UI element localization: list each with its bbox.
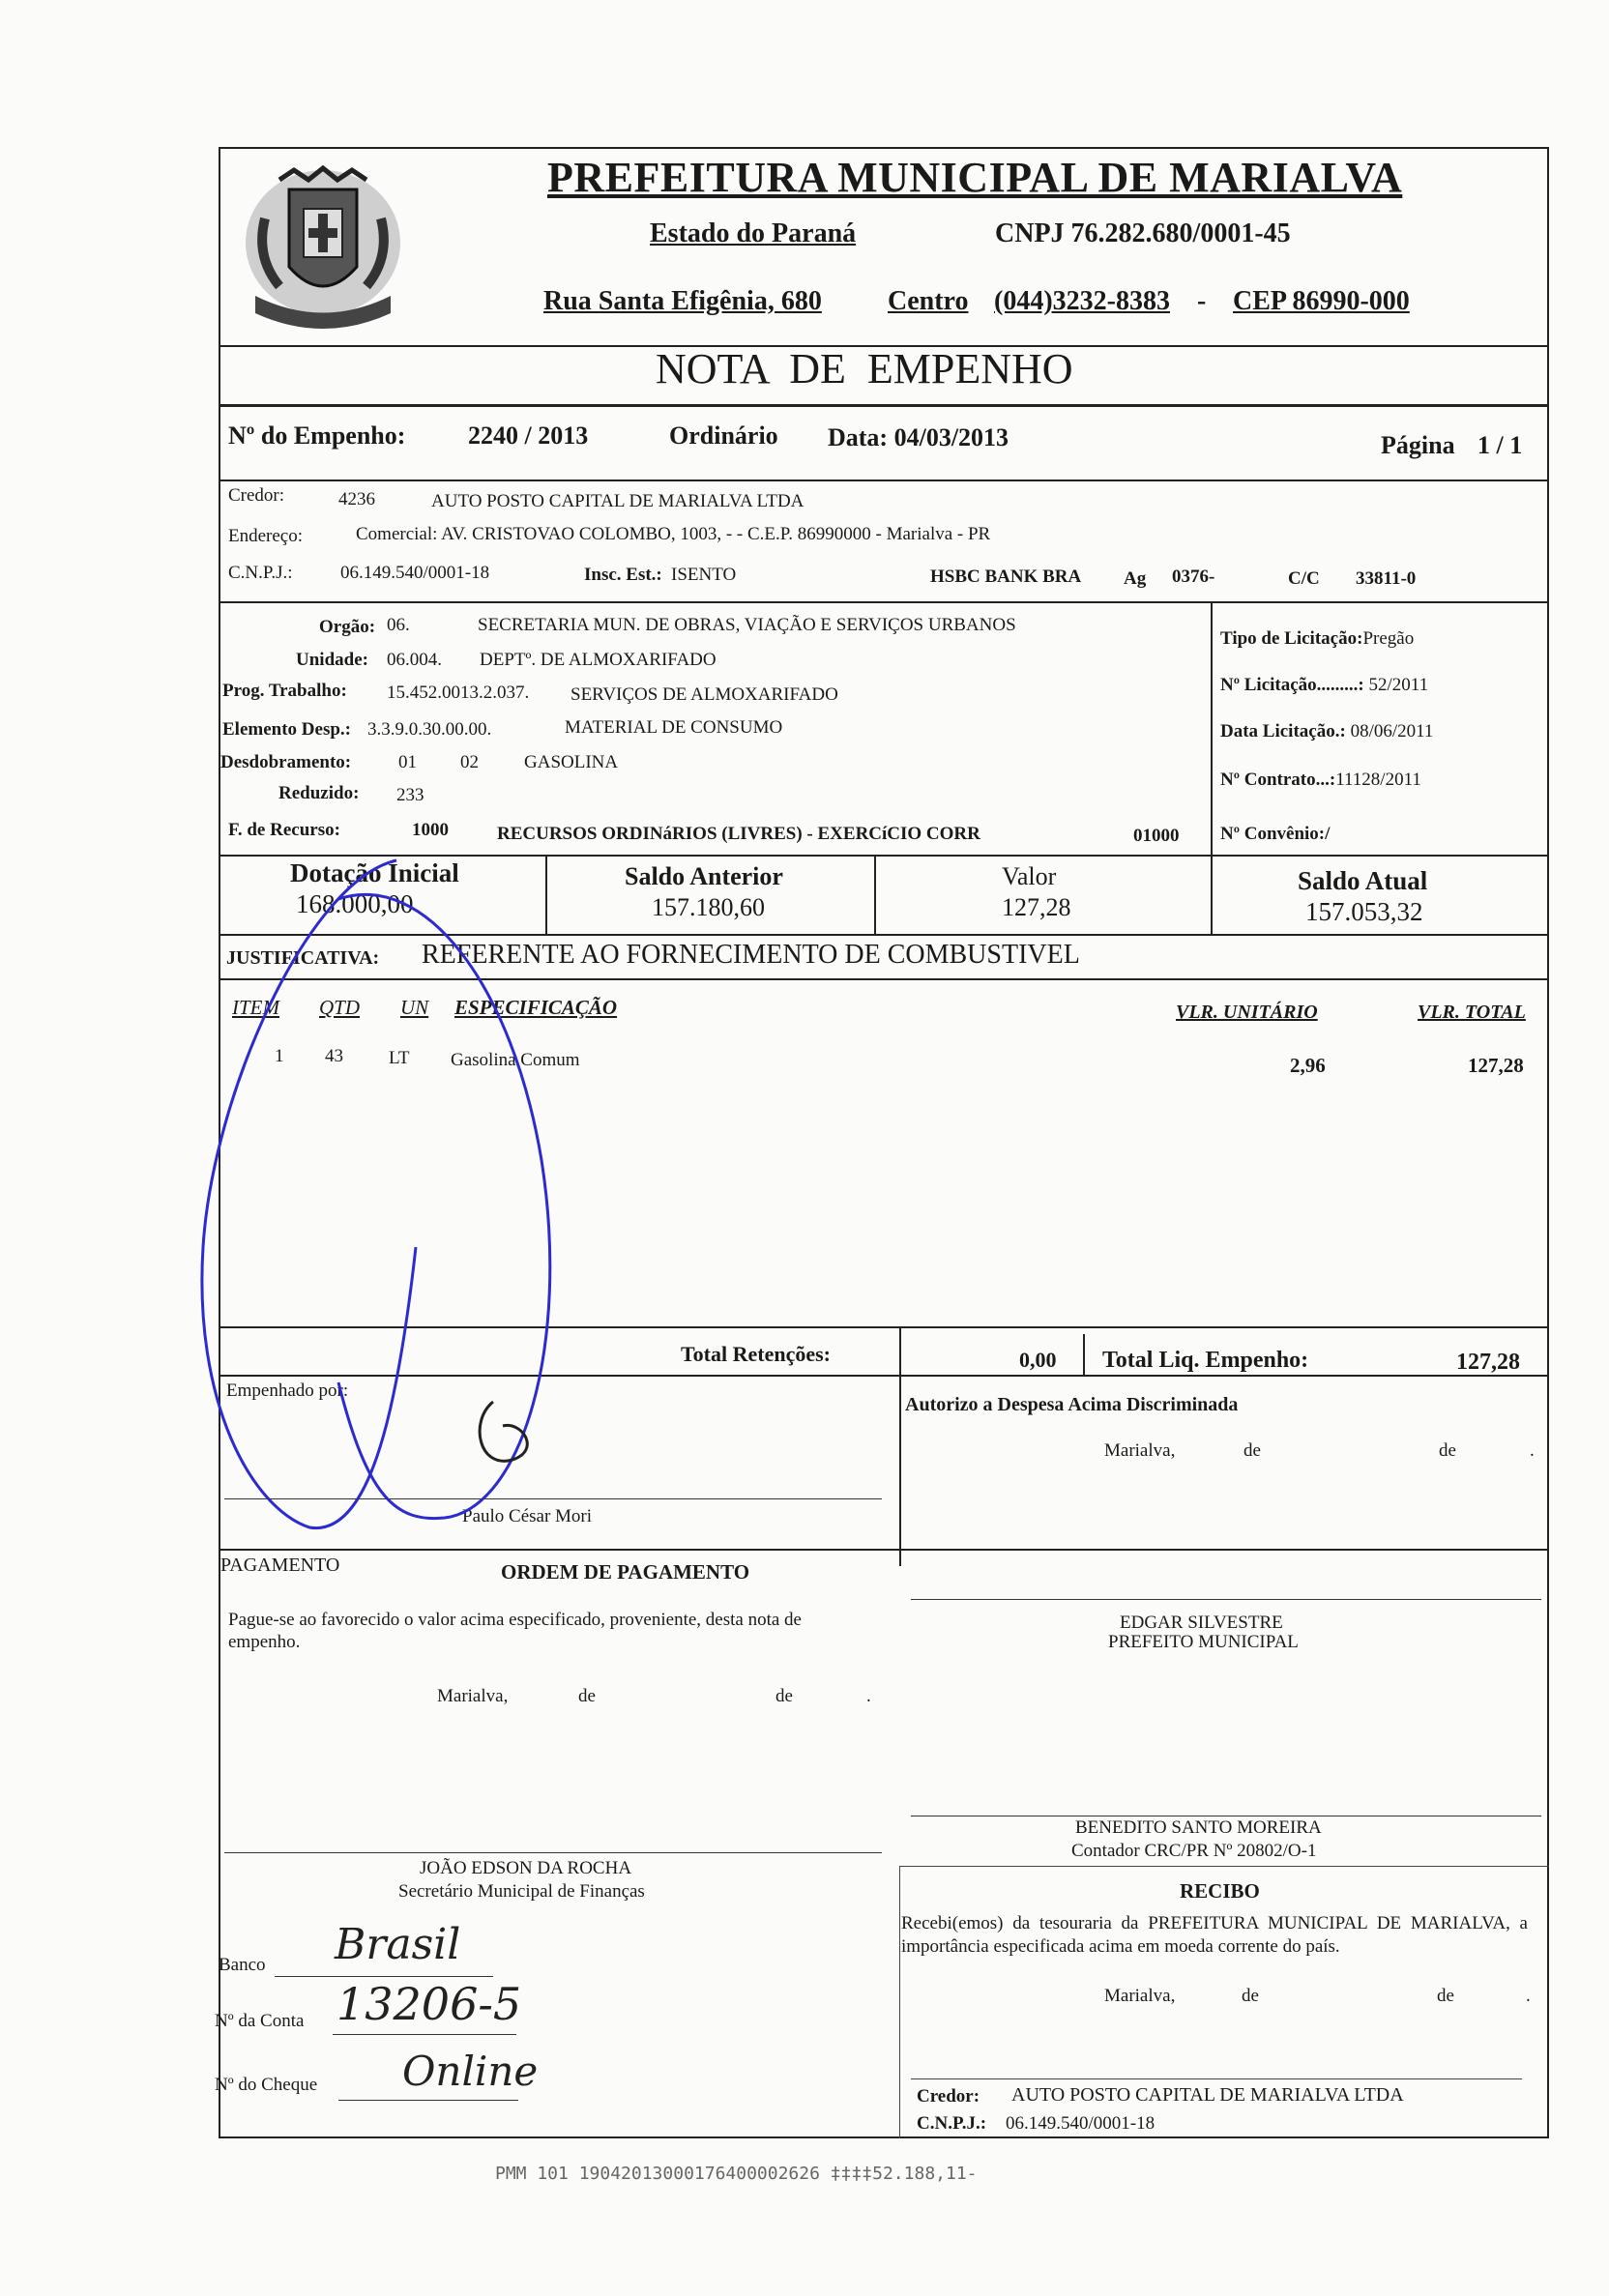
address-label: Endereço:: [228, 526, 304, 546]
recibo-dot: .: [1526, 1986, 1531, 2006]
orgao-label: Orgão:: [319, 617, 376, 637]
data-licitacao-label: Data Licitação.:: [1220, 721, 1346, 741]
reduzido-label: Reduzido:: [278, 783, 360, 803]
credor-label: Credor:: [228, 485, 285, 506]
col-item: ITEM: [232, 996, 279, 1019]
insc-value: ISENTO: [671, 565, 737, 585]
autorizo-city: Marialva,: [1104, 1440, 1176, 1461]
autorizo-de-2: de: [1439, 1440, 1456, 1461]
recurso-number: 01000: [1133, 826, 1180, 846]
row-item: 1: [275, 1046, 284, 1066]
header-cnpj: CNPJ 76.282.680/0001-45: [995, 218, 1291, 248]
desd-name: GASOLINA: [524, 752, 619, 772]
cheque-value: Online: [402, 2048, 539, 2095]
prefeito-name: EDGAR SILVESTRE: [1120, 1613, 1283, 1633]
conta-value: 13206-5: [336, 1978, 522, 2030]
row-spec: Gasolina Comum: [451, 1050, 580, 1070]
empenho-date: Data: 04/03/2013: [828, 423, 1009, 451]
credor-address: Comercial: AV. CRISTOVAO COLOMBO, 1003, - - C.E.P. 86990000 - Marialva - PR: [356, 524, 991, 544]
saldo-anterior-value: 157.180,60: [652, 893, 765, 921]
recibo-credor-name: AUTO POSTO CAPITAL DE MARIALVA LTDA: [1011, 2084, 1404, 2106]
footer-code: PMM 101 19042013000176400002626 ‡‡‡‡52.188,11-: [495, 2164, 978, 2184]
col-spec: ESPECIFICAÇÃO: [454, 996, 618, 1019]
recibo-credor-label: Credor:: [917, 2086, 980, 2107]
credor-name: AUTO POSTO CAPITAL DE MARIALVA LTDA: [431, 491, 804, 511]
saldo-atual-value: 157.053,32: [1305, 897, 1423, 926]
pagamento-label: PAGAMENTO: [220, 1555, 340, 1576]
banco-label: Banco: [219, 1955, 266, 1975]
recurso-label: F. de Recurso:: [228, 820, 340, 840]
row-un: LT: [389, 1048, 410, 1068]
saldo-atual-label: Saldo Atual: [1298, 866, 1428, 895]
conta-label: Nº da Conta: [215, 2011, 305, 2031]
contador-name: BENEDITO SANTO MOREIRA: [1075, 1817, 1322, 1838]
numero-convenio: Nº Convênio:/: [1220, 824, 1331, 844]
secretario-name: JOÃO EDSON DA ROCHA: [420, 1858, 632, 1878]
unidade-code: 06.004.: [387, 650, 442, 670]
district: Centro: [888, 286, 969, 316]
cc-label: C/C: [1288, 568, 1320, 589]
valor-value: 127,28: [1002, 893, 1071, 921]
tipo-licitacao-value: Pregão: [1362, 628, 1415, 649]
cc-number: 33811-0: [1356, 568, 1417, 589]
empenho-type: Ordinário: [669, 421, 778, 450]
page-number: 1 / 1: [1477, 431, 1523, 459]
pagamento-de-2: de: [775, 1686, 793, 1706]
orgao-name: SECRETARIA MUN. DE OBRAS, VIAÇÃO E SERVIÇOS URBANOS: [478, 615, 1016, 635]
recibo-cnpj-value: 06.149.540/0001-18: [1006, 2113, 1156, 2134]
prog-label: Prog. Trabalho:: [222, 681, 347, 701]
recibo-de-2: de: [1437, 1986, 1454, 2006]
justificativa-text: REFERENTE AO FORNECIMENTO DE COMBUSTIVEL: [422, 940, 1080, 970]
numero-licitacao-value: 52/2011: [1368, 675, 1429, 695]
tipo-licitacao-label: Tipo de Licitação:: [1220, 628, 1363, 649]
valor-label: Valor: [1002, 862, 1057, 890]
unidade-name: DEPTº. DE ALMOXARIFADO: [480, 650, 717, 670]
cheque-label: Nº do Cheque: [215, 2075, 318, 2095]
recibo-city: Marialva,: [1104, 1986, 1176, 2006]
pagamento-dot: .: [866, 1686, 871, 1706]
state-name: Estado do Paraná: [650, 218, 857, 248]
prog-code: 15.452.0013.2.037.: [387, 683, 530, 703]
elem-name: MATERIAL DE CONSUMO: [565, 717, 783, 738]
municipality-title: PREFEITURA MUNICIPAL DE MARIALVA: [547, 154, 1403, 201]
insc-label: Insc. Est.:: [584, 565, 662, 585]
pagamento-city: Marialva,: [437, 1686, 509, 1706]
phone: (044)3232-8383: [994, 286, 1170, 316]
credor-code: 4236: [338, 489, 375, 509]
recibo-text: Recebi(emos) da tesouraria da PREFEITURA MUNICIPAL DE MARIALVA, a importância especificada acima em moeda corrente do país.: [901, 1913, 1528, 1957]
row-unit: 2,96: [1290, 1054, 1326, 1077]
liquido-label: Total Liq. Empenho:: [1102, 1348, 1309, 1373]
ordem-pagamento: ORDEM DE PAGAMENTO: [501, 1560, 750, 1584]
street-address: Rua Santa Efigênia, 680: [543, 286, 822, 316]
numero-contrato-label: Nº Contrato...:: [1220, 770, 1336, 790]
document-title: NOTA DE EMPENHO: [656, 345, 1073, 392]
prog-name: SERVIÇOS DE ALMOXARIFADO: [570, 684, 838, 705]
autorizo-de-1: de: [1243, 1440, 1261, 1461]
autorizo-text: Autorizo a Despesa Acima Discriminada: [905, 1394, 1239, 1415]
cep: CEP 86990-000: [1233, 286, 1410, 316]
recibo-cnpj-label: C.N.P.J.:: [917, 2113, 987, 2134]
recurso-name: RECURSOS ORDINáRIOS (LIVRES) - EXERCíCIO CORR: [497, 824, 980, 844]
col-unit: VLR. UNITÁRIO: [1176, 1002, 1318, 1023]
credor-cnpj: 06.149.540/0001-18: [340, 563, 490, 583]
agency-number: 0376-: [1172, 567, 1215, 587]
contador-role: Contador CRC/PR Nº 20802/O-1: [1071, 1841, 1317, 1861]
row-qtd: 43: [325, 1046, 343, 1066]
empenhado-label: Empenhado por:: [226, 1381, 349, 1401]
recibo-title: RECIBO: [1180, 1879, 1260, 1903]
recurso-code: 1000: [412, 820, 449, 840]
cnpj-label: C.N.P.J.:: [228, 563, 293, 583]
data-licitacao: [1220, 721, 1433, 742]
reduzido-value: 233: [396, 785, 424, 805]
numero-contrato-value: 11128/2011: [1335, 770, 1421, 790]
numero-licitacao: [1220, 675, 1428, 696]
col-un: UN: [400, 996, 429, 1019]
empenho-label: Nº do Empenho:: [228, 421, 406, 450]
autorizo-dot: .: [1530, 1440, 1535, 1461]
unidade-label: Unidade:: [296, 650, 368, 670]
pagamento-text: Pague-se ao favorecido o valor acima especificado, proveniente, desta nota de empenho.: [228, 1610, 802, 1652]
bank-name: HSBC BANK BRA: [930, 567, 1082, 587]
secretario-role: Secretário Municipal de Finanças: [398, 1881, 645, 1902]
retencoes-label: Total Retenções:: [681, 1342, 831, 1366]
orgao-code: 06.: [387, 615, 410, 635]
numero-contrato: [1220, 770, 1421, 791]
prefeito-role: PREFEITO MUNICIPAL: [1108, 1632, 1299, 1652]
pagamento-de-1: de: [578, 1686, 596, 1706]
recibo-de-1: de: [1242, 1986, 1259, 2006]
data-licitacao-value: 08/06/2011: [1350, 721, 1434, 741]
header-dash: -: [1197, 286, 1207, 316]
page-label: Página: [1381, 431, 1455, 459]
desd-label: Desdobramento:: [220, 752, 352, 772]
dotacao-label: Dotação Inicial: [290, 858, 459, 887]
dotacao-value: 168.000,00: [296, 889, 414, 918]
elem-label: Elemento Desp.:: [222, 719, 351, 740]
saldo-anterior-label: Saldo Anterior: [625, 862, 783, 890]
justificativa-label: JUSTIFICATIVA:: [226, 947, 380, 969]
banco-value: Brasil: [335, 1920, 461, 1969]
col-qtd: QTD: [319, 996, 361, 1019]
agency-label: Ag: [1124, 568, 1147, 589]
empenho-number: 2240 / 2013: [468, 421, 589, 450]
handwritten-circle-mark: [174, 841, 658, 1556]
col-total: VLR. TOTAL: [1418, 1002, 1526, 1023]
desd-b: 02: [460, 752, 479, 772]
desd-a: 01: [398, 752, 417, 772]
liquido-value: 127,28: [1456, 1350, 1520, 1375]
numero-licitacao-label: Nº Licitação.........:: [1220, 675, 1364, 695]
tipo-licitacao: [1220, 628, 1414, 650]
row-total: 127,28: [1468, 1054, 1524, 1077]
elem-code: 3.3.9.0.30.00.00.: [367, 719, 492, 740]
retencoes-value: 0,00: [1019, 1348, 1057, 1372]
empenhado-name: Paulo César Mori: [462, 1506, 593, 1526]
